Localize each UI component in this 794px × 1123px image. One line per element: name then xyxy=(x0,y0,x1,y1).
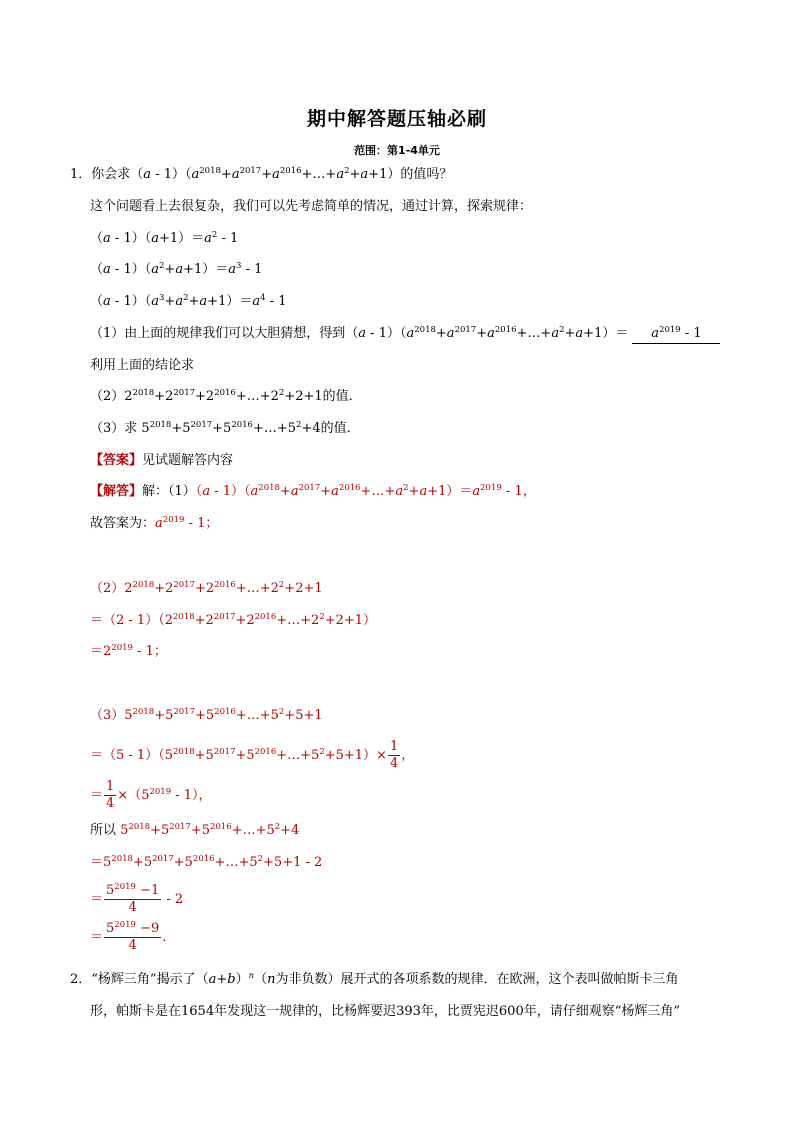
q1-use-result: 利用上面的结论求 xyxy=(90,358,195,373)
sol3-line1: $(3)5^{2018}+5^{2017}+5^{2016}+\dots+5^2+5+1$ xyxy=(90,707,323,723)
page-subtitle: 范围：第1-4单元 xyxy=(354,144,440,157)
sol3-line3: ＝ $\frac{1}{4}$ $\times(5^{2019} - 1)$， xyxy=(90,779,212,811)
q1-so-answer: 故答案为：$a^{2019} - 1$； xyxy=(90,515,219,531)
q1-part2: $(2)2^{2018}+2^{2017}+2^{2016}+\dots+2^2+2+1$的值． xyxy=(90,388,362,404)
sol3-line5: $=5^{2018}+5^{2017}+5^{2016}+\dots+5^2+5+1 - 2$ xyxy=(90,854,323,870)
q2-line2: 形，帕斯卡是在1654年发现这一规律的，比杨辉要迟393年，比贾宪迟600年，请仔细观察“杨辉三角” xyxy=(90,1004,681,1019)
fraction-one-quarter: $\frac{1}{4}$ xyxy=(389,739,399,771)
q1-example-1: $(a - 1)(a+1)=a^2 - 1$ xyxy=(90,230,239,246)
sol3-line7: ＝ $\frac{5^{2019} -9}{4}$ . xyxy=(90,920,167,953)
q1-part3: （3）求 $5^{2018}+5^{2017}+5^{2016}+\dots+5^2+4$的值． xyxy=(90,420,360,436)
q1-intro: 这个问题看上去很复杂，我们可以先考虑简单的情况，通过计算，探索规律： xyxy=(90,199,533,214)
sol2-line2: $=(2 - 1)(2^{2018}+2^{2017}+2^{2016}+\dots+2^2+2+1)$ xyxy=(90,612,377,628)
fraction-one-quarter: $\frac{1}{4}$ xyxy=(106,779,115,811)
page-title: 期中解答题压轴必刷 xyxy=(306,108,487,130)
sol3-line4: 所以 $5^{2018}+5^{2017}+5^{2016}+\dots+5^2+4$ xyxy=(90,822,300,838)
sol2-line1: $(2)2^{2018}+2^{2017}+2^{2016}+\dots+2^2+2+1$ xyxy=(90,580,323,596)
q1-solution: 【解答】解：$(1)(a - 1)(a^{2018}+a^{2017}+a^{2016}+\dots+a^2+a+1)=a^{2019} - 1$， xyxy=(90,483,536,499)
q2-line1: 2．“杨辉三角”揭示了$(a+b)^n(n$为非负数）展开式的各项系数的规律．在欧洲，这个表叫做帕斯卡三角 xyxy=(70,971,679,987)
q2-number: 2． xyxy=(70,972,92,987)
solution-label: 【解答】 xyxy=(90,484,143,499)
sol3-line6: ＝ $\frac{5^{2019} -1}{4}$ - 2 xyxy=(90,882,184,915)
q1-question: 1．你会求$(a - 1)(a^{2018}+a^{2017}+a^{2016}+\dots+a^2+a+1)$的值吗？ xyxy=(70,166,453,182)
q1-number: 1． xyxy=(70,167,92,182)
sol2-line3: $=2^{2019} - 1$； xyxy=(90,643,167,659)
fraction-final: $\frac{5^{2019} -9}{4}$ xyxy=(106,920,160,953)
answer-label: 【答案】 xyxy=(90,453,143,468)
q1-part1-blank: $a^{2019} - 1$ xyxy=(632,325,720,344)
fraction-result: $\frac{5^{2019} -1}{4}$ xyxy=(106,882,160,915)
q1-part1: （1）由上面的规律我们可以大胆猜想，得到$(a - 1)(a^{2018}+a^{2017}+a^{2016}+\dots+a^2+a+1)= a^{2019} - 1$ xyxy=(90,325,720,344)
sol3-line2: $=(5 - 1)(5^{2018}+5^{2017}+5^{2016}+\dots+5^2+5+1)\times$ $\frac{1}{4}$ ， xyxy=(90,739,415,771)
q1-example-3: $(a - 1)(a^3+a^2+a+1)=a^4 - 1$ xyxy=(90,293,287,309)
q1-answer: 【答案】见试题解答内容 xyxy=(90,453,234,468)
q1-example-2: $(a - 1)(a^2+a+1)=a^3 - 1$ xyxy=(90,261,263,277)
